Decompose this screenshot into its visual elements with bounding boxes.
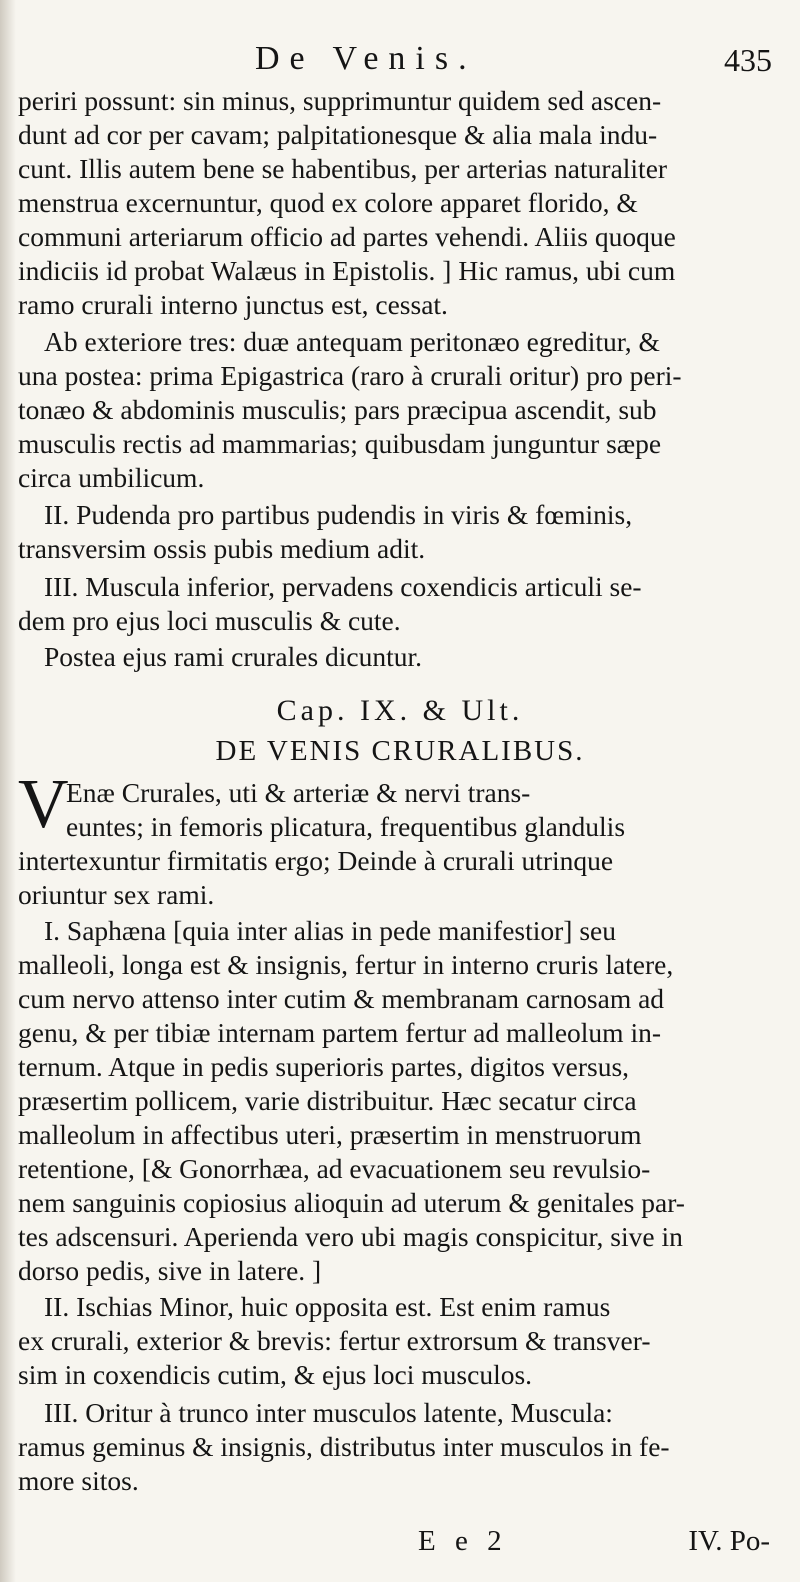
text-line: cum nervo attenso inter cutim & membranam carnosam ad — [18, 983, 665, 1014]
text-line: præsertim pollicem, varie distribuitur. Hæc secatur circa — [18, 1085, 637, 1116]
text-line: malleoli, longa est & insignis, fertur in interno cruris latere, — [18, 949, 674, 980]
text-line: malleolum in affectibus uteri, præsertim in menstruorum — [18, 1119, 642, 1150]
text-line: ternum. Atque in pedis superioris partes, digitos versus, — [18, 1051, 630, 1082]
text-line: periri possunt: sin minus, supprimuntur quidem sed ascen- — [18, 85, 662, 116]
text-line: ex crurali, exterior & brevis: fertur extrorsum & transver- — [18, 1325, 651, 1356]
chapter-title: DE VENIS CRURALIBUS. — [215, 735, 585, 767]
text-line: dem pro ejus loci musculis & cute. — [18, 605, 401, 636]
text-line: tonæo & abdominis musculis; pars præcipua ascendit, sub — [18, 394, 657, 425]
text-line: indiciis id probat Walæus in Epistolis. ] Hic ramus, ubi cum — [18, 255, 676, 286]
text-line: dorso pedis, sive in latere. ] — [18, 1255, 322, 1286]
text-line: sim in coxendicis cutim, & ejus loci musculos. — [18, 1359, 533, 1390]
text-line: ramo crurali interno junctus est, cessat. — [18, 289, 448, 320]
text-line: dunt ad cor per cavam; palpitationesque & alia mala indu- — [18, 119, 658, 150]
text-line: intertexuntur firmitatis ergo; Deinde à crurali utrinque — [18, 845, 614, 876]
drop-cap: V — [18, 766, 69, 843]
text-line: communi arteriarum officio ad partes vehendi. Aliis quoque — [18, 221, 676, 252]
text-line: more sitos. — [18, 1465, 139, 1496]
page-gutter-shadow — [0, 0, 16, 1582]
text-line: Postea ejus rami crurales dicuntur. — [44, 641, 423, 672]
text-line: II. Pudenda pro partibus pudendis in viris & fœminis, — [44, 499, 633, 530]
page-header — [0, 38, 800, 86]
text-line: cunt. Illis autem bene se habentibus, per arterias naturaliter — [18, 153, 668, 184]
text-line: musculis rectis ad mammarias; quibusdam junguntur sæpe — [18, 428, 662, 459]
text-line: una postea: prima Epigastrica (raro à crurali oritur) pro peri- — [18, 360, 682, 391]
text-line: Ab exteriore tres: duæ antequam peritonæo egreditur, & — [44, 326, 660, 357]
signature-mark: E e 2 — [418, 1525, 508, 1557]
text-line: genu, & per tibiæ internam partem fertur ad malleolum in- — [18, 1017, 662, 1048]
text-line: transversim ossis pubis medium adit. — [18, 533, 426, 564]
text-line: euntes; in femoris plicatura, frequentibus glandulis — [66, 811, 626, 842]
chapter-heading: Cap. IX. & Ult. — [276, 694, 524, 727]
text-line: I. Saphæna [quia inter alias in pede manifestior] seu — [44, 915, 616, 946]
text-line: oriuntur sex rami. — [18, 879, 215, 910]
text-line: menstrua excernuntur, quod ex colore apparet florido, & — [18, 187, 638, 218]
running-head: De Venis. — [255, 40, 477, 77]
page-footer — [0, 1525, 800, 1565]
text-line: tes adscensuri. Aperienda vero ubi magis conspicitur, sive in — [18, 1221, 683, 1252]
catchword: IV. Po- — [688, 1525, 770, 1557]
text-line: nem sanguinis copiosius alioquin ad uterum & genitales par- — [18, 1187, 685, 1218]
page-number: 435 — [724, 42, 772, 78]
text-line: III. Muscula inferior, pervadens coxendicis articuli se- — [44, 571, 642, 602]
text-line: ramus geminus & insignis, distributus inter musculos in fe- — [18, 1431, 670, 1462]
text-line: circa umbilicum. — [18, 462, 205, 493]
text-line: Enæ Crurales, uti & arteriæ & nervi trans- — [66, 777, 531, 808]
text-line: III. Oritur à trunco inter musculos latente, Muscula: — [44, 1397, 613, 1428]
text-line: retentione, [& Gonorrhæa, ad evacuationem seu revulsio- — [18, 1153, 651, 1184]
text-line: II. Ischias Minor, huic opposita est. Est enim ramus — [44, 1291, 611, 1322]
